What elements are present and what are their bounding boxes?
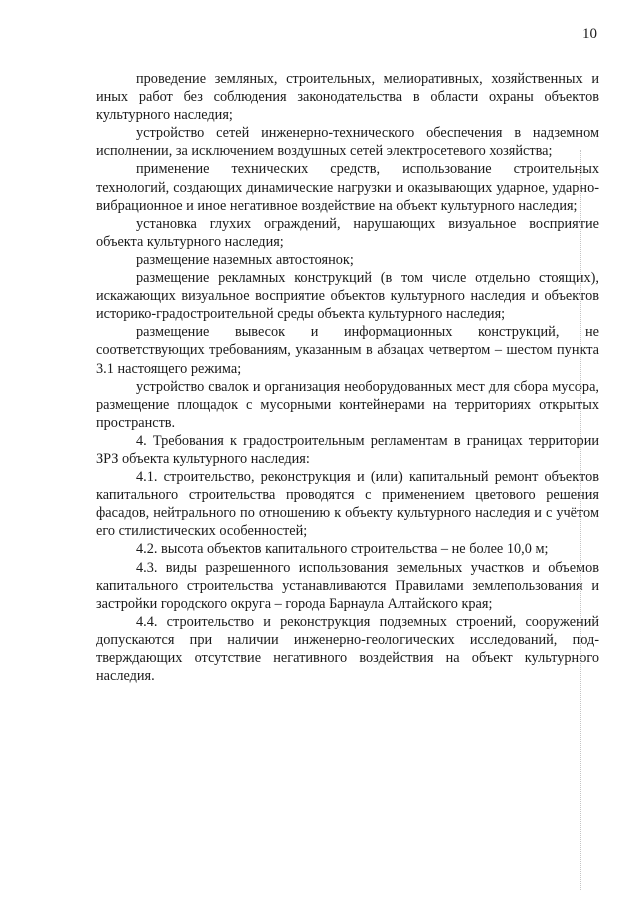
document-body: [96, 70, 599, 685]
paragraph: применение технических средств, использование строительных технологий, создающих динамические нагрузки и оказывающих ударное, ударно-вибрационное и иное негативное воздействие на объект культурного наследия;: [96, 161, 599, 214]
page-number: 10: [582, 26, 597, 42]
section-heading: 4. Требования к градостроительным регламентам в границах территории ЗРЗ объекта культурного наследия:: [96, 432, 599, 467]
paragraph: 4.1. строительство, реконструкция и (или) капитальный ремонт объектов капитального строительства проводятся с применением цветового решения фасадов, нейтрального по отношению к объекту культурного наследия и с учётом его стилистических особенностей;: [96, 469, 599, 540]
paragraph: 4.2. высота объектов капитального строительства – не более 10,0 м;: [136, 541, 549, 558]
paragraph: 4.3. виды разрешенного использования земельных участков и объемов капитального строительства устанавливаются Правилами землепользования и застройки городского округа – города Барнаула Алтайского края;: [96, 559, 599, 612]
paragraph: устройство сетей инженерно-технического обеспечения в надземном исполнении, за исключением воздушных сетей электросетевого хозяйства;: [96, 125, 599, 160]
paragraph: 4.4. строительство и реконструкция подземных строений, сооружений допускаются при наличии инженерно-геологических исследований, под-тверждающих отсутствие негативного воздействия на объект культурного наследия.: [96, 613, 599, 685]
paragraph: размещение вывесок и информационных конструкций, не соответствующих требованиям, указанным в абзацах четвертом – шестом пункта 3.1 настоящего режима;: [96, 324, 599, 377]
paragraph: проведение земляных, строительных, мелиоративных, хозяйственных и иных работ без соблюдения законодательства в области охраны объектов культурного наследия;: [96, 71, 599, 124]
paragraph: размещение рекламных конструкций (в том числе отдельно стоящих), искажающих визуальное восприятие объектов культурного наследия и объектов историко-градостроительной среды объекта культурного наследия;: [96, 270, 599, 323]
scan-fold-line: [580, 150, 581, 890]
paragraph: устройство свалок и организация необорудованных мест для сбора мусора, размещение площадок с мусорными контейнерами на территориях открытых пространств.: [96, 378, 599, 431]
paragraph: установка глухих ограждений, нарушающих визуальное восприятие объекта культурного наследия;: [96, 215, 599, 250]
paragraph: размещение наземных автостоянок;: [136, 251, 354, 268]
